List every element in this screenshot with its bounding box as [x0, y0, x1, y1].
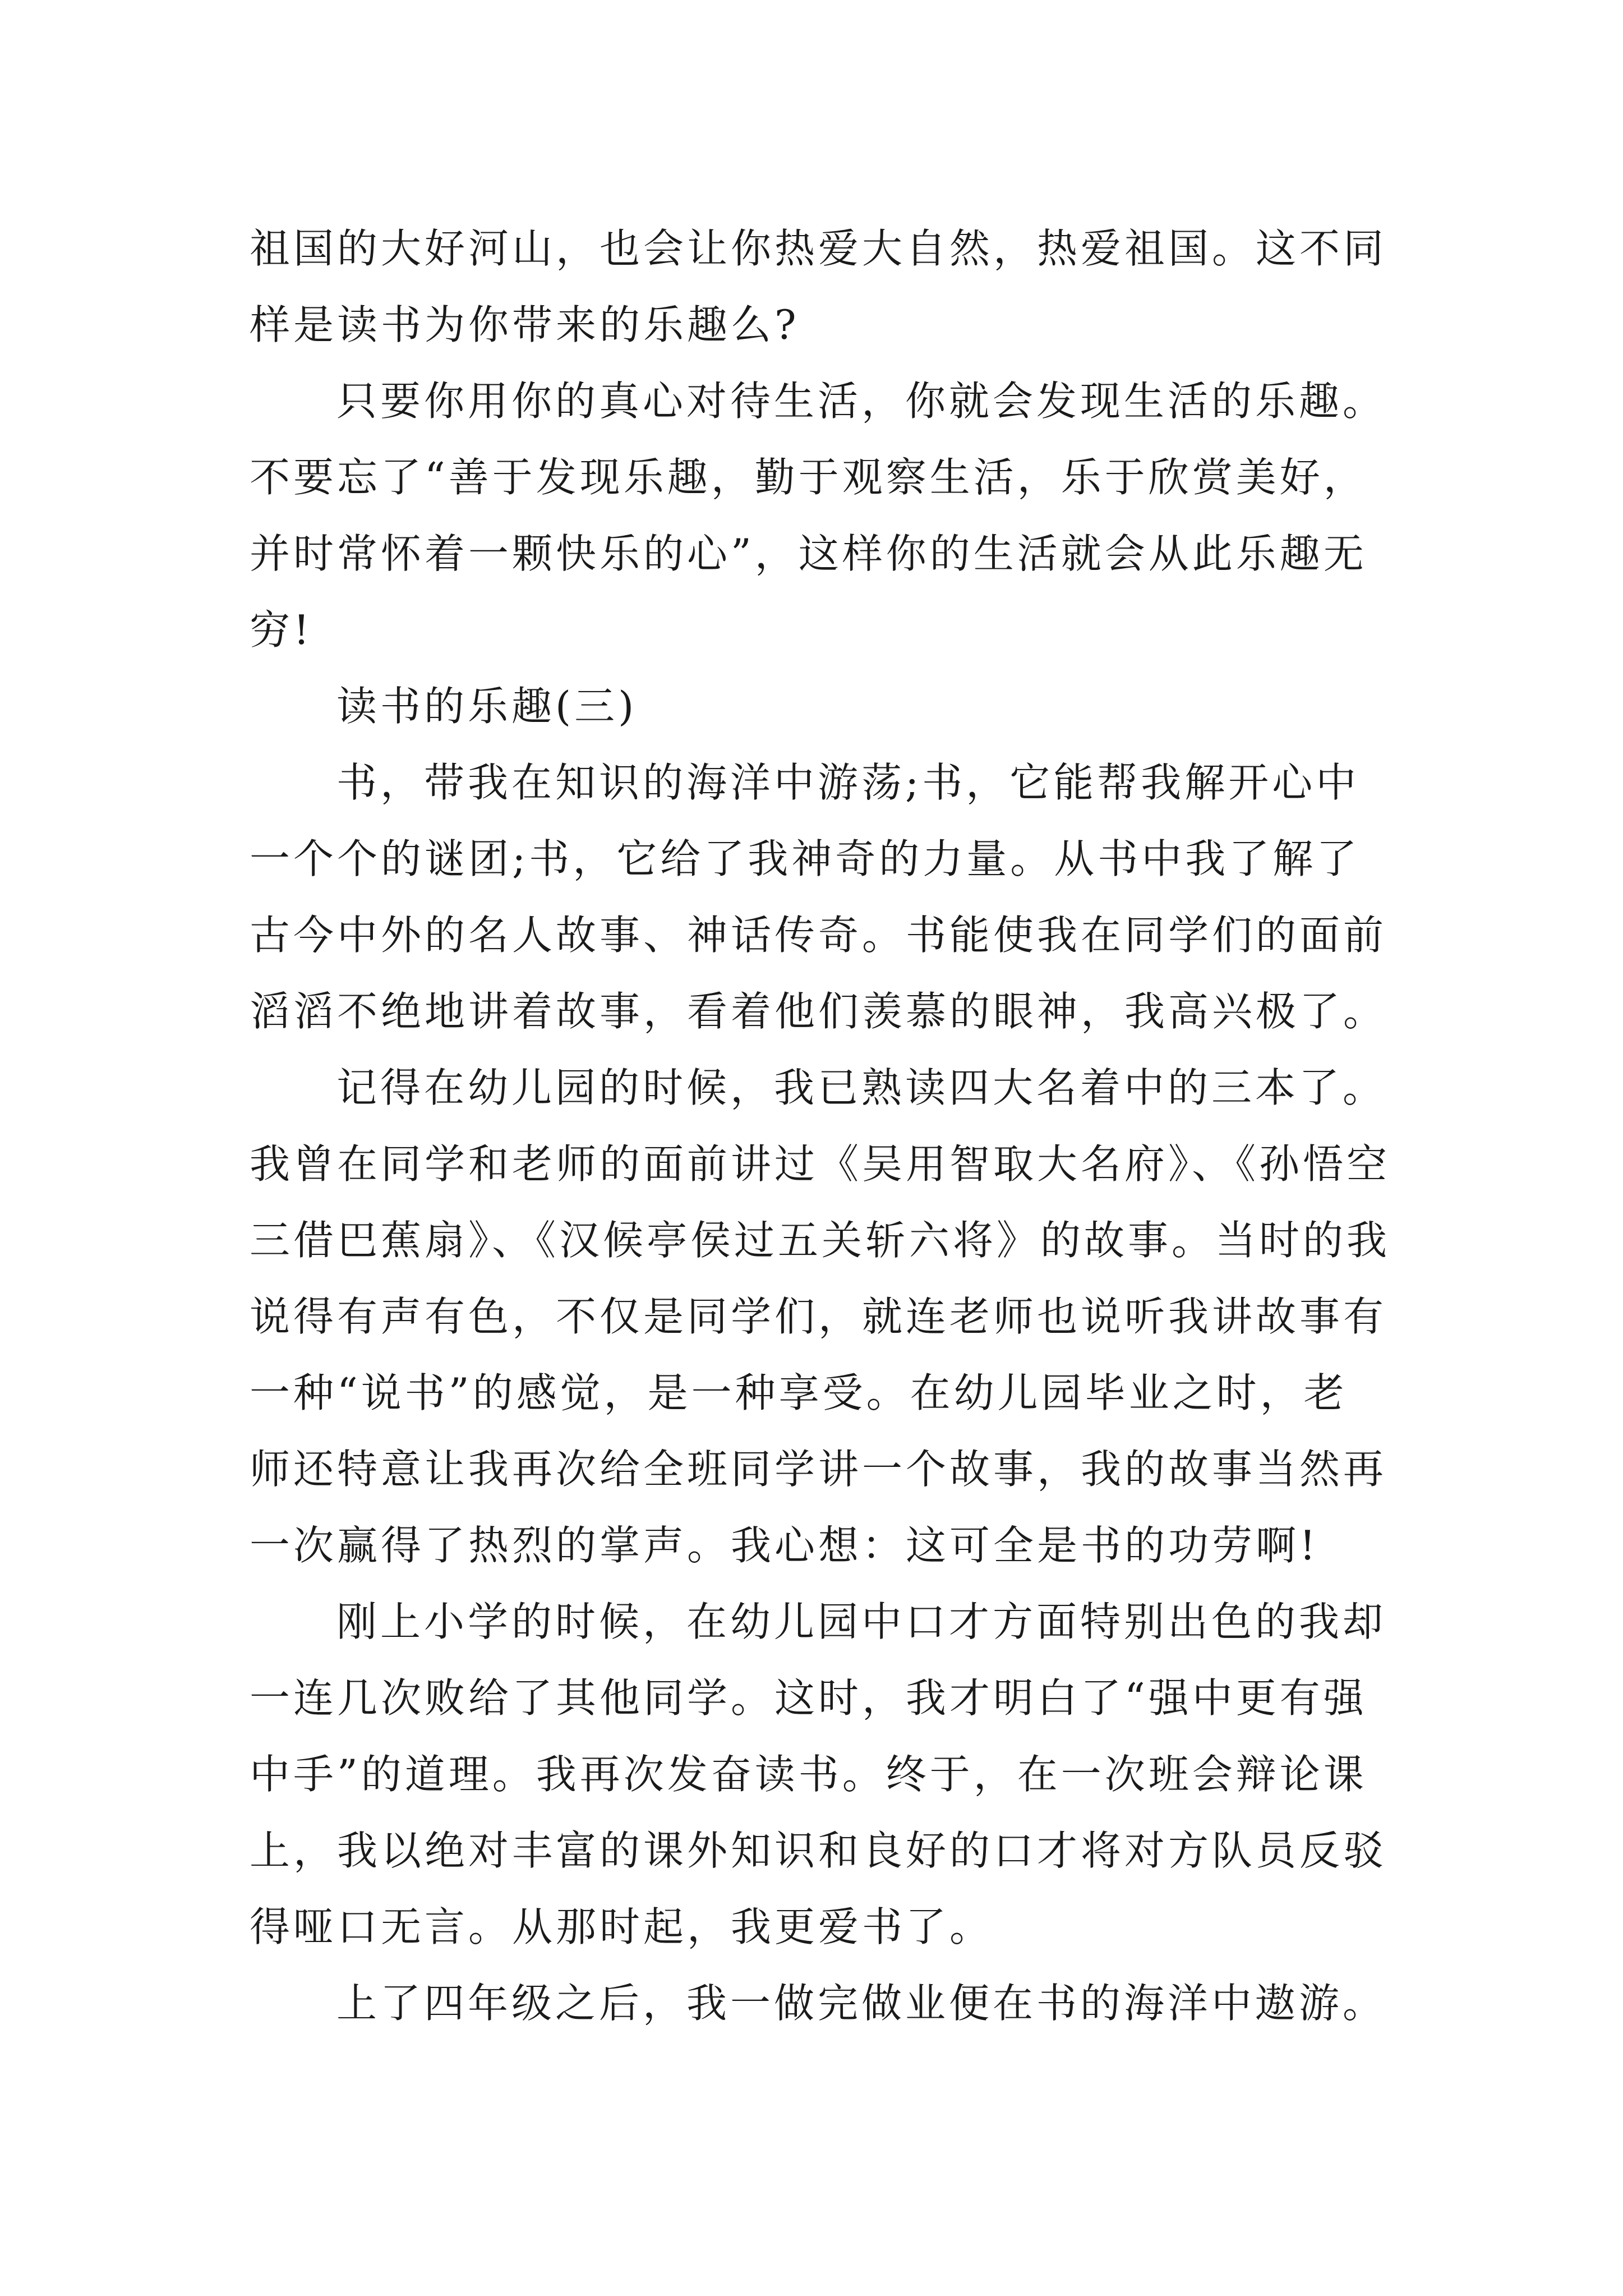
text-line: 说得有声有色，不仅是同学们，就连老师也说听我讲故事有 [250, 1293, 1387, 1340]
section-heading: 读书的乐趣(三) [336, 683, 638, 730]
text-line: 样是读书为你带来的乐趣么? [250, 301, 800, 348]
text-line: 一个个的谜团;书，它给了我神奇的力量。从书中我了解了 [250, 835, 1361, 882]
text-line: 不要忘了“善于发现乐趣，勤于观察生活，乐于欣赏美好， [250, 454, 1367, 501]
text-line: 我曾在同学和老师的面前讲过《吴用智取大名府》、《孙悟空 [250, 1140, 1391, 1188]
text-line: 三借巴蕉扇》、《汉候亭侯过五关斩六将》的故事。当时的我 [250, 1217, 1391, 1264]
text-line: 一种“说书”的感觉，是一种享受。在幼儿园毕业之时，老 [250, 1369, 1348, 1416]
document-body [250, 210, 1416, 2041]
paragraph-start-line: 刚上小学的时候，在幼儿园中口才方面特别出色的我却 [336, 1598, 1387, 1645]
paragraph-start-line: 只要你用你的真心对待生活，你就会发现生活的乐趣。 [336, 378, 1387, 425]
text-line: 一次赢得了热烈的掌声。我心想：这可全是书的功劳啊! [250, 1522, 1319, 1569]
text-line: 得哑口无言。从那时起，我更爱书了。 [250, 1903, 994, 1950]
text-line: 穷! [250, 606, 313, 654]
text-line: 师还特意让我再次给全班同学讲一个故事，我的故事当然再 [250, 1446, 1387, 1493]
text-line: 上，我以绝对丰富的课外知识和良好的口才将对方队员反驳 [250, 1827, 1387, 1874]
paragraph-start-line: 记得在幼儿园的时候，我已熟读四大名着中的三本了。 [336, 1064, 1387, 1111]
text-line: 古今中外的名人故事、神话传奇。书能使我在同学们的面前 [250, 912, 1387, 959]
text-line: 滔滔不绝地讲着故事，看着他们羡慕的眼神，我高兴极了。 [250, 988, 1387, 1035]
paragraph-start-line: 书，带我在知识的海洋中游荡;书，它能帮我解开心中 [336, 759, 1360, 806]
text-line: 一连几次败给了其他同学。这时，我才明白了“强中更有强 [250, 1674, 1367, 1722]
text-line: 祖国的大好河山，也会让你热爱大自然，热爱祖国。这不同 [250, 225, 1387, 272]
text-line: 中手”的道理。我再次发奋读书。终于，在一次班会辩论课 [250, 1751, 1367, 1798]
text-line: 并时常怀着一颗快乐的心”，这样你的生活就会从此乐趣无 [250, 530, 1367, 577]
paragraph-start-line: 上了四年级之后，我一做完做业便在书的海洋中遨游。 [336, 1980, 1387, 2027]
